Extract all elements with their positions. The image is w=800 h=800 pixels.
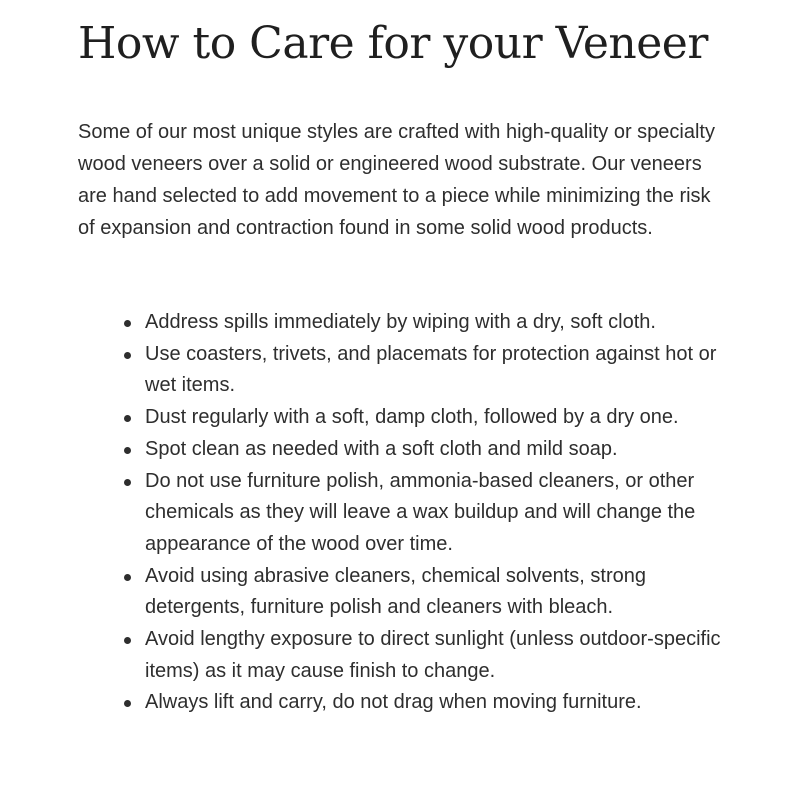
care-tip-text: Always lift and carry, do not drag when moving furniture. [145, 691, 642, 714]
bullet-icon [124, 574, 131, 581]
care-tip-item [145, 339, 735, 402]
care-tip-item [145, 402, 735, 434]
care-tip-item [145, 307, 735, 339]
care-tip-text: Avoid using abrasive cleaners, chemical solvents, strong detergents, furniture polish and cleaners with bleach. [145, 564, 646, 619]
care-tip-item [145, 466, 735, 561]
bullet-icon [124, 637, 131, 644]
bullet-icon [124, 352, 131, 359]
care-tips-list [145, 307, 735, 719]
care-tip-item [145, 687, 735, 719]
care-tip-text: Dust regularly with a soft, damp cloth, followed by a dry one. [145, 406, 679, 429]
bullet-icon [124, 700, 131, 707]
bullet-icon [124, 320, 131, 327]
care-tip-text: Address spills immediately by wiping with a dry, soft cloth. [145, 311, 656, 333]
page-title: How to Care for your Veneer [78, 18, 708, 69]
care-tip-text: Use coasters, trivets, and placemats for protection against hot or wet items. [145, 342, 717, 397]
intro-paragraph: Some of our most unique styles are crafted with high-quality or specialty wood veneers over a solid or engineered wood substrate. Our veneers are hand selected to add movement to a piece while minimizing the risk of expansion and contraction found in some solid wood products. [78, 121, 715, 239]
care-tip-item [145, 561, 735, 624]
bullet-icon [124, 479, 131, 486]
care-tip-text: Do not use furniture polish, ammonia-based cleaners, or other chemicals as they will leave a wax buildup and will change the appearance of the wood over time. [145, 469, 696, 555]
care-tip-text: Spot clean as needed with a soft cloth and mild soap. [145, 437, 618, 460]
care-tip-item [145, 434, 735, 466]
care-tip-text: Avoid lengthy exposure to direct sunlight (unless outdoor-specific items) as it may cause finish to change. [145, 628, 721, 682]
care-tip-item [145, 624, 735, 687]
bullet-icon [124, 415, 131, 422]
bullet-icon [124, 447, 131, 454]
